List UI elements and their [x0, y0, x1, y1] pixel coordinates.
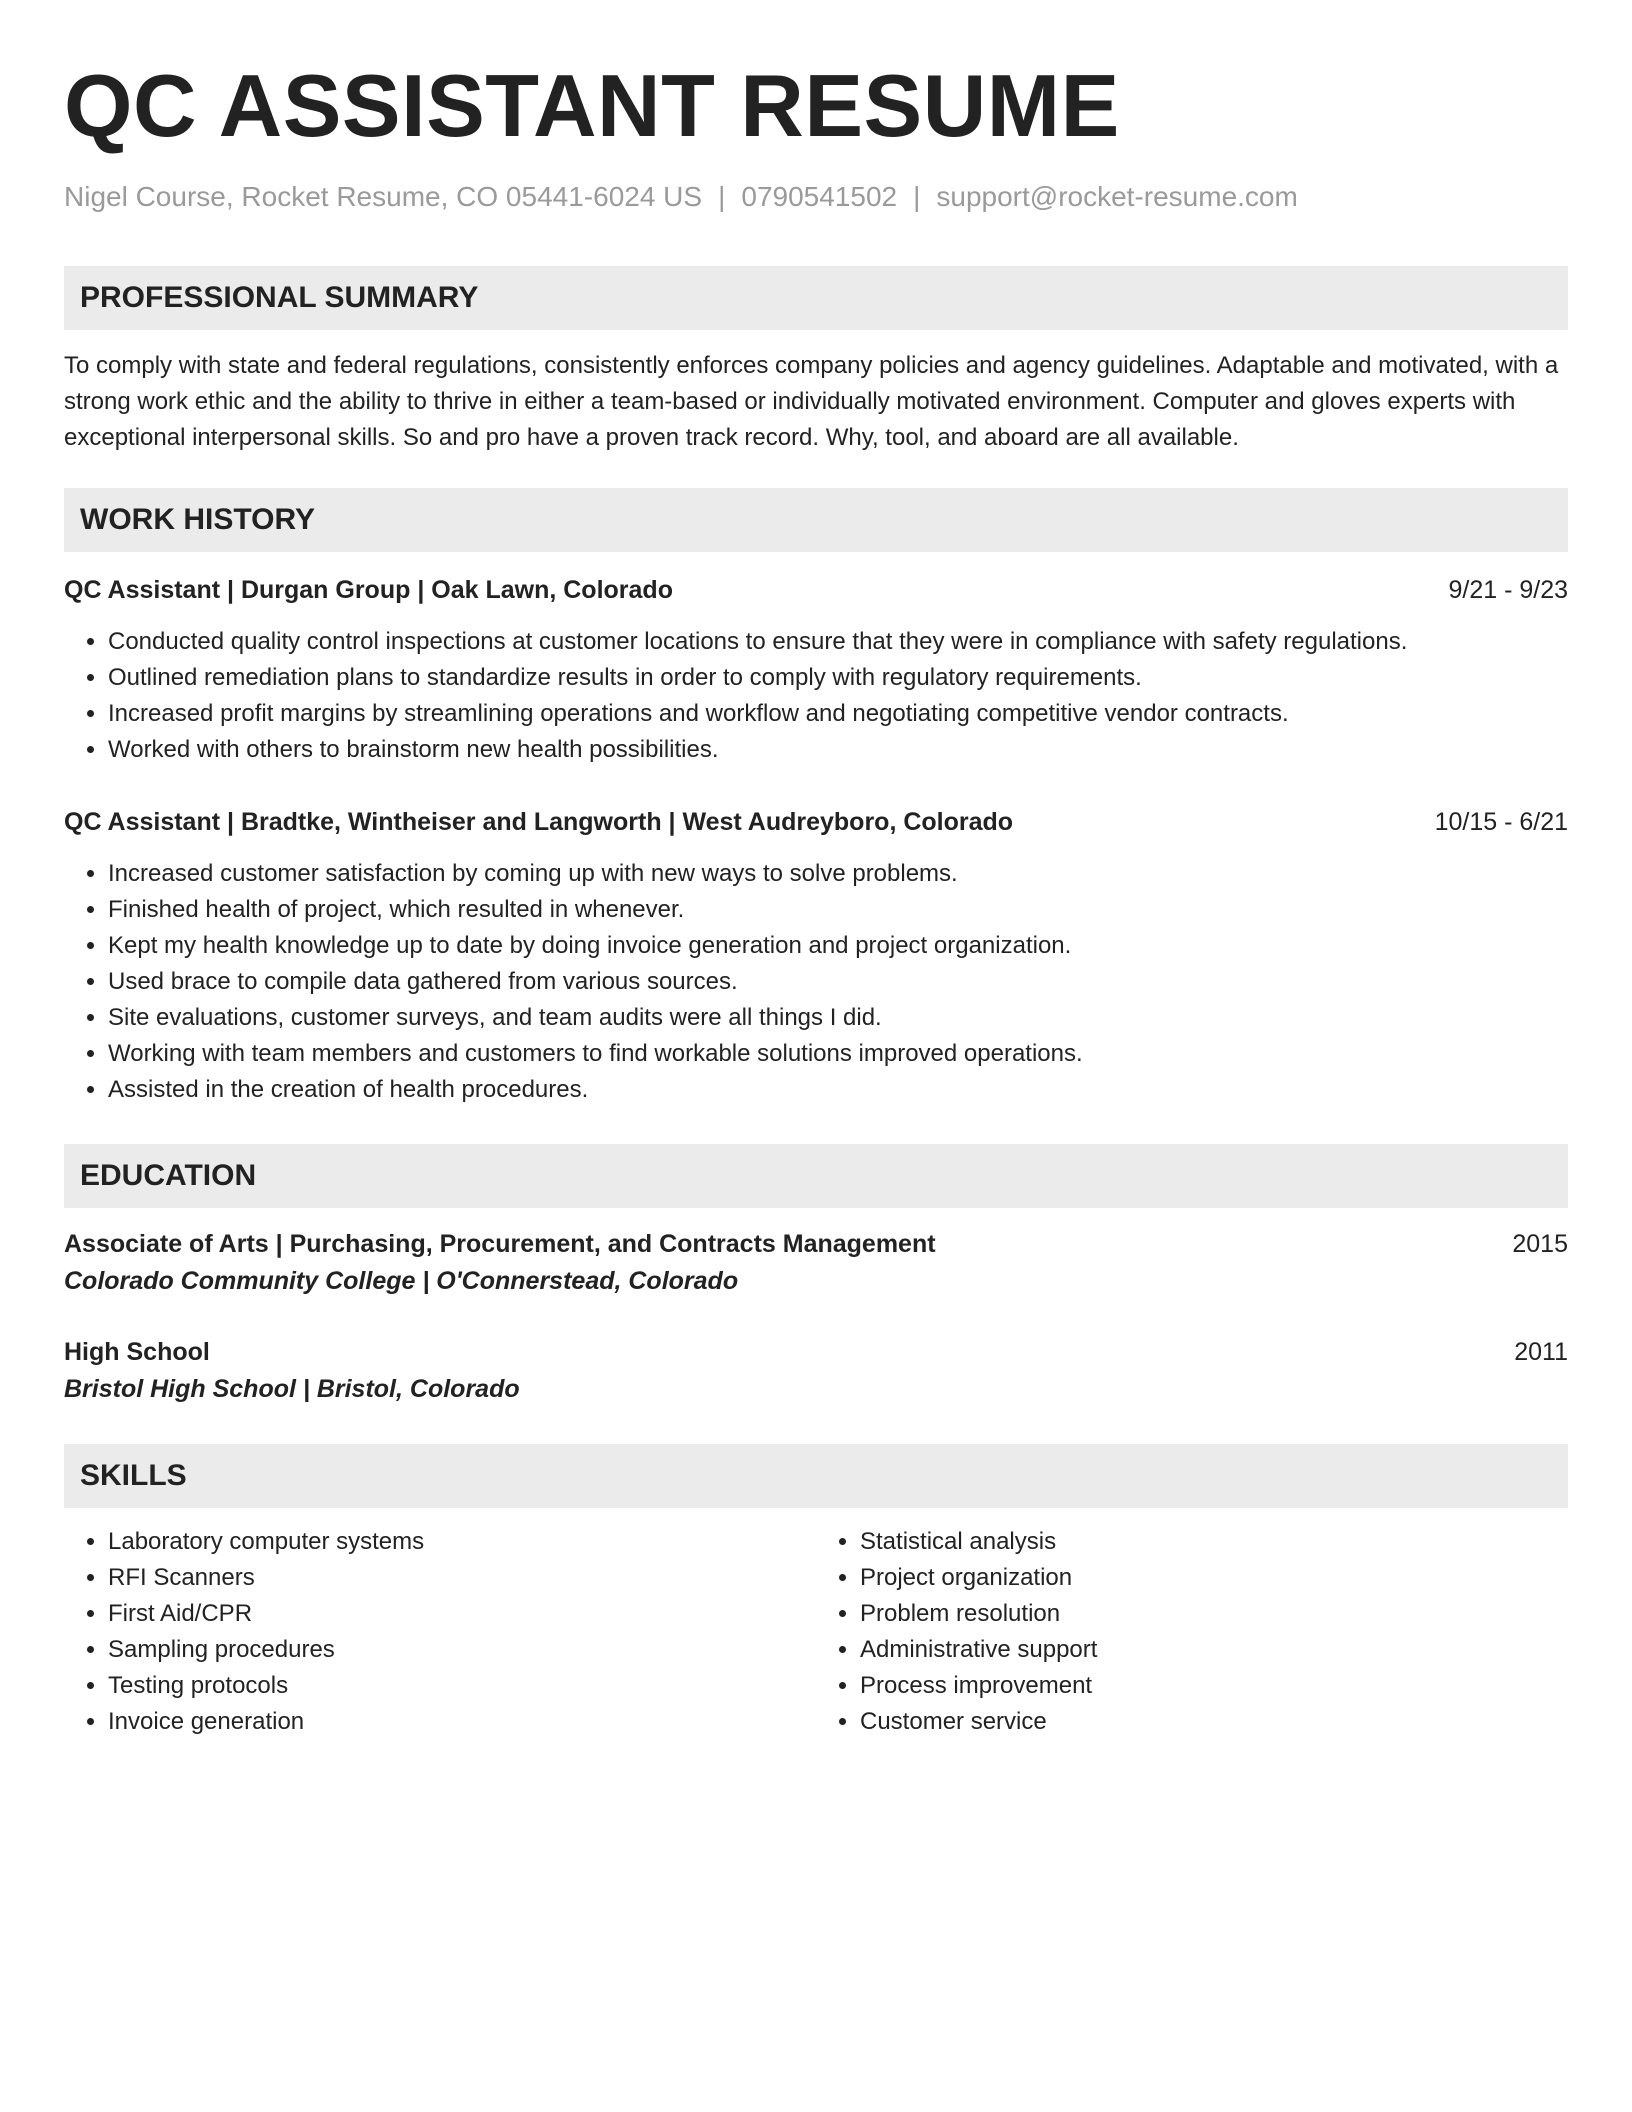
- job-bullet: • Finished health of project, which resulted in whenever.: [108, 892, 1568, 928]
- skill-item: • Project organization: [860, 1560, 1568, 1596]
- job-bullet: • Kept my health knowledge up to date by doing invoice generation and project organization.: [108, 928, 1568, 964]
- resume-title: QC ASSISTANT RESUME: [64, 56, 1120, 155]
- job-title: QC Assistant | Durgan Group | Oak Lawn, Colorado: [64, 576, 673, 604]
- education-year: 2015: [1512, 1230, 1568, 1258]
- job-entry: [64, 804, 1568, 1108]
- contact-address: Nigel Course, Rocket Resume, CO 05441-6024 US: [64, 181, 703, 212]
- education-school: Bristol High School | Bristol, Colorado: [64, 1375, 520, 1403]
- job-bullet: • Site evaluations, customer surveys, and team audits were all things I did.: [108, 1000, 1568, 1036]
- job-bullets: [64, 856, 1568, 1108]
- education-school: Colorado Community College | O'Connerstead, Colorado: [64, 1267, 739, 1295]
- skills-list-right: [816, 1524, 1568, 1740]
- summary-text: To comply with state and federal regulations, consistently enforces company policies and agency guidelines. Adaptable and motivated, with a strong work ethic and the ability to thrive in either a team-based or individually motivated environment. Computer and gloves experts with exceptional interpersonal skills. So and pro have a proven track record. Why, tool, and aboard are all available.: [64, 352, 1559, 451]
- education-header: [64, 1334, 1568, 1370]
- education-entry: [64, 1226, 1568, 1300]
- skill-item: • Administrative support: [860, 1632, 1568, 1668]
- job-bullets: [64, 624, 1568, 768]
- section-header-education: EDUCATION: [64, 1144, 1568, 1208]
- job-bullet: • Working with team members and customers to find workable solutions improved operations.: [108, 1036, 1568, 1072]
- skill-item: • Problem resolution: [860, 1596, 1568, 1632]
- skills-list-left: [64, 1524, 816, 1740]
- contact-separator: |: [913, 181, 921, 212]
- job-title: QC Assistant | Bradtke, Wintheiser and Langworth | West Audreyboro, Colorado: [64, 808, 1014, 836]
- job-bullet: • Increased customer satisfaction by coming up with new ways to solve problems.: [108, 856, 1568, 892]
- education-entry: [64, 1334, 1568, 1408]
- contact-email: support@rocket-resume.com: [936, 181, 1298, 212]
- skill-item: • First Aid/CPR: [108, 1596, 816, 1632]
- section-header-work-history: WORK HISTORY: [64, 488, 1568, 552]
- job-bullet: • Outlined remediation plans to standardize results in order to comply with regulatory requirements.: [108, 660, 1568, 696]
- job-header: [64, 572, 1568, 608]
- section-header-summary: PROFESSIONAL SUMMARY: [64, 266, 1568, 330]
- education-degree: High School: [64, 1338, 210, 1366]
- skill-item: • Statistical analysis: [860, 1524, 1568, 1560]
- skills-columns: [64, 1524, 1568, 1740]
- contact-phone: 0790541502: [741, 181, 898, 212]
- job-entry: [64, 572, 1568, 768]
- skill-item: • Laboratory computer systems: [108, 1524, 816, 1560]
- job-bullet: • Used brace to compile data gathered from various sources.: [108, 964, 1568, 1000]
- skill-item: • RFI Scanners: [108, 1560, 816, 1596]
- job-dates: 10/15 - 6/21: [1434, 808, 1568, 836]
- job-bullet: • Assisted in the creation of health procedures.: [108, 1072, 1568, 1108]
- job-bullet: • Worked with others to brainstorm new health possibilities.: [108, 732, 1568, 768]
- skill-item: • Testing protocols: [108, 1668, 816, 1704]
- skill-item: • Sampling procedures: [108, 1632, 816, 1668]
- job-dates: 9/21 - 9/23: [1448, 576, 1568, 604]
- job-bullet: • Increased profit margins by streamlining operations and workflow and negotiating competitive vendor contracts.: [108, 696, 1568, 732]
- contact-separator: |: [718, 181, 726, 212]
- section-header-skills: SKILLS: [64, 1444, 1568, 1508]
- contact-line: [64, 180, 1568, 214]
- education-year: 2011: [1514, 1338, 1568, 1366]
- education-degree: Associate of Arts | Purchasing, Procurement, and Contracts Management: [64, 1230, 936, 1258]
- skill-item: • Invoice generation: [108, 1704, 816, 1740]
- skill-item: • Customer service: [860, 1704, 1568, 1740]
- job-bullet: • Conducted quality control inspections at customer locations to ensure that they were in compliance with safety regulations.: [108, 624, 1568, 660]
- job-header: [64, 804, 1568, 840]
- education-header: [64, 1226, 1568, 1262]
- skill-item: • Process improvement: [860, 1668, 1568, 1704]
